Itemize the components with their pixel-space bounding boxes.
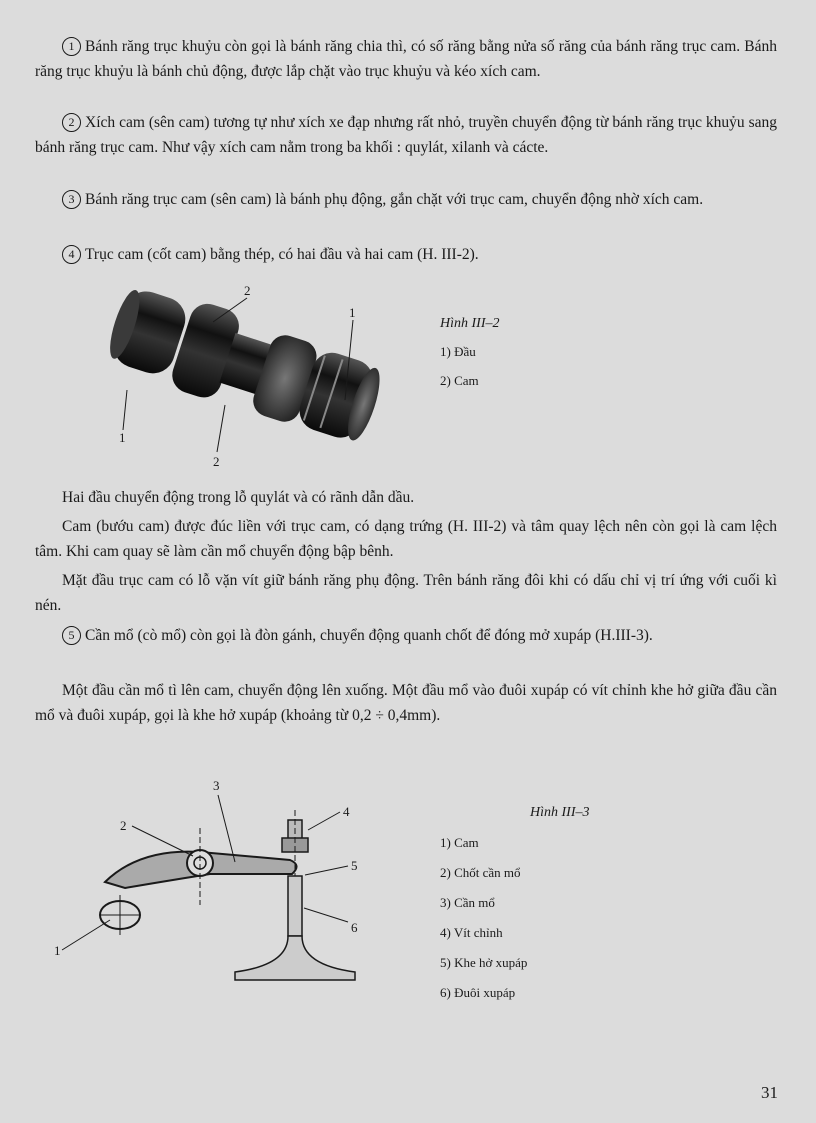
- camshaft-figure: [95, 280, 395, 475]
- legend-item: 1) Đầu: [440, 344, 476, 359]
- pivot-pin-shape: [187, 850, 213, 876]
- paragraph-text: Cần mổ (cò mổ) còn gọi là đòn gánh, chuyển động quanh chốt để đóng mở xupáp (H.III-3).: [85, 627, 653, 644]
- paragraph-5: [35, 485, 777, 510]
- legend-item: 4) Vít chỉnh: [440, 925, 503, 940]
- paragraph-4: [35, 242, 777, 267]
- paragraph-text: Mặt đầu trục cam có lỗ vặn vít giữ bánh răng phụ động. Trên bánh răng đôi khi có dấu chỉ vị trí ứng với cuối kì nén.: [35, 572, 777, 614]
- callout-label: 4: [343, 804, 350, 819]
- paragraph-2: [35, 110, 777, 160]
- paragraph-9: [35, 678, 777, 728]
- paragraph-3: [35, 187, 777, 212]
- callout-label: 1: [349, 305, 356, 320]
- rocker-arm-figure: [50, 770, 380, 995]
- item-number-badge: 5: [62, 626, 81, 645]
- paragraph-text: Cam (bướu cam) được đúc liền với trục cam, có dạng trứng (H. III-2) và tâm quay lệch nên còn gọi là cam lệch tâm. Khi cam quay sẽ làm cần mổ chuyển động bập bênh.: [35, 518, 777, 560]
- callout-label: 5: [351, 858, 358, 873]
- paragraph-1: [35, 34, 777, 84]
- paragraph-text: Một đầu cần mổ tì lên cam, chuyển động lên xuống. Một đầu mổ vào đuôi xupáp có vít chỉnh khe hở giữa đầu cần mổ và đuôi xupáp, gọi là khe hở xupáp (khoảng từ 0,2 ÷ 0,4mm).: [35, 682, 777, 724]
- legend-item: 2) Cam: [440, 373, 479, 388]
- legend-item: 2) Chốt cần mổ: [440, 865, 521, 880]
- callout-label: 2: [120, 818, 127, 833]
- item-number-badge: 3: [62, 190, 81, 209]
- item-number-badge: 2: [62, 113, 81, 132]
- paragraph-text: Bánh răng trục cam (sên cam) là bánh phụ động, gắn chặt với trục cam, chuyển động nhờ xích cam.: [85, 191, 704, 208]
- callout-label: 1: [119, 430, 126, 445]
- legend-item: 5) Khe hở xupáp: [440, 955, 528, 970]
- valve-stem-shape: [288, 876, 302, 936]
- paragraph-text: Xích cam (sên cam) tương tự như xích xe đạp nhưng rất nhỏ, truyền chuyển động từ bánh răng trục khuỷu sang bánh răng trục cam. Như vậy xích cam nằm trong ba khối : quylát, xilanh và cácte.: [35, 114, 777, 156]
- paragraph-text: Hai đầu chuyển động trong lỗ quylát và có rãnh dẫn dầu.: [62, 489, 415, 506]
- paragraph-7: [35, 568, 777, 618]
- page-number: 31: [761, 1083, 778, 1102]
- figure-3-2-title: Hình III–2: [440, 316, 500, 331]
- callout-label: 6: [351, 920, 358, 935]
- callout-label: 2: [244, 283, 251, 298]
- legend-item: 3) Cần mổ: [440, 895, 495, 910]
- paragraph-text: Bánh răng trục khuỷu còn gọi là bánh răng chia thì, có số răng bằng nửa số răng của bánh răng trục cam. Bánh răng trục khuỷu là bánh chủ động, được lắp chặt vào trục khuỷu và kéo xích cam.: [35, 38, 777, 80]
- paragraph-text: Trục cam (cốt cam) bằng thép, có hai đầu và hai cam (H. III-2).: [85, 246, 479, 263]
- paragraph-8: [35, 623, 777, 648]
- callout-label: 2: [213, 454, 220, 469]
- legend-item: 6) Đuôi xupáp: [440, 985, 516, 1000]
- valve-head-shape: [235, 936, 355, 980]
- item-number-badge: 1: [62, 37, 81, 56]
- callout-label: 3: [213, 778, 220, 793]
- legend-item: 1) Cam: [440, 835, 479, 850]
- item-number-badge: 4: [62, 245, 81, 264]
- figure-3-3-title: Hình III–3: [530, 805, 590, 820]
- callout-label: 1: [54, 943, 61, 958]
- paragraph-6: [35, 514, 777, 564]
